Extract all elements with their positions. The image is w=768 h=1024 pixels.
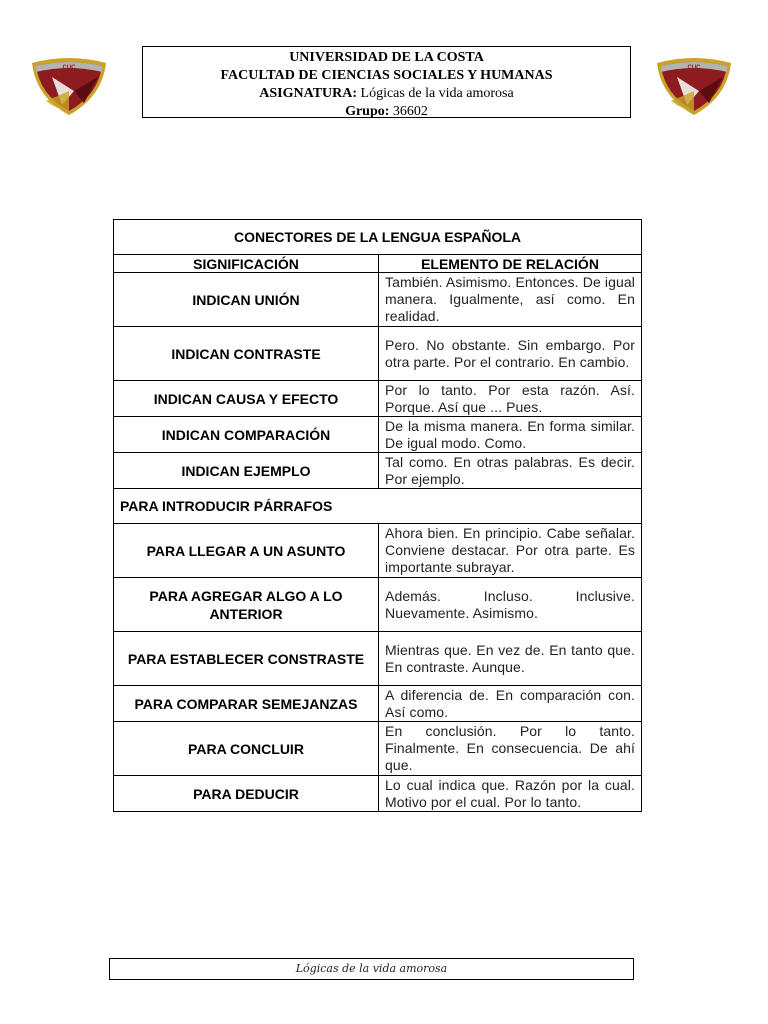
row-label: INDICAN CAUSA Y EFECTO [114,381,379,417]
table-row [114,686,642,722]
page-footer [109,958,634,980]
row-label: PARA COMPARAR SEMEJANZAS [114,686,379,722]
subject-line [143,85,630,103]
group-value: 36602 [392,104,428,119]
row-text: Lo cual indica que. Razón por la cual. Motivo por el cual. Por lo tanto. [379,776,642,812]
column-header-element: ELEMENTO DE RELACIÓN [379,255,642,273]
row-label: INDICAN COMPARACIÓN [114,417,379,453]
faculty-name: FACULTAD DE CIENCIAS SOCIALES Y HUMANAS [220,68,553,83]
row-label: PARA DEDUCIR [114,776,379,812]
row-label: INDICAN UNIÓN [114,273,379,327]
university-logo-left [28,55,110,117]
row-text: Ahora bien. En principio. Cabe señalar. Conviene destacar. Por otra parte. Es importante subrayar. [379,524,642,578]
connectors-table [113,219,642,812]
table-row [114,524,642,578]
row-text: Tal como. En otras palabras. Es decir. Por ejemplo. [379,453,642,489]
row-label: PARA ESTABLECER CONSTRASTE [114,632,379,686]
column-header-meaning: SIGNIFICACIÓN [114,255,379,273]
table-row [114,722,642,776]
footer-text: Lógicas de la vida amorosa [295,962,448,975]
subject-label: ASIGNATURA: [259,86,358,101]
row-text: Pero. No obstante. Sin embargo. Por otra parte. Por el contrario. En cambio. [379,327,642,381]
row-label: INDICAN CONTRASTE [114,327,379,381]
table-row [114,417,642,453]
subject-value: Lógicas de la vida amorosa [360,86,514,101]
table-row [114,632,642,686]
row-label: PARA AGREGAR ALGO A LO ANTERIOR [114,578,379,632]
table-title: CONECTORES DE LA LENGUA ESPAÑOLA [114,220,642,255]
table-row [114,273,642,327]
row-text: En conclusión. Por lo tanto. Finalmente. En consecuencia. De ahí que. [379,722,642,776]
row-label: PARA LLEGAR A UN ASUNTO [114,524,379,578]
university-name: UNIVERSIDAD DE LA COSTA [289,50,484,65]
university-logo-right [653,55,735,117]
table-row [114,327,642,381]
table-row [114,578,642,632]
table-row [114,453,642,489]
table-row [114,381,642,417]
logo-text-left: CUC [62,65,76,71]
group-line [143,103,630,121]
section-heading: PARA INTRODUCIR PÁRRAFOS [114,489,642,524]
document-header [142,46,631,118]
row-text: También. Asimismo. Entonces. De igual manera. Igualmente, así como. En realidad. [379,273,642,327]
row-text: A diferencia de. En comparación con. Así como. [379,686,642,722]
table-row [114,776,642,812]
row-text: Por lo tanto. Por esta razón. Así. Porque. Así que ... Pues. [379,381,642,417]
row-label: INDICAN EJEMPLO [114,453,379,489]
row-text: De la misma manera. En forma similar. De igual modo. Como. [379,417,642,453]
row-text: Mientras que. En vez de. En tanto que. En contraste. Aunque. [379,632,642,686]
row-label: PARA CONCLUIR [114,722,379,776]
logo-text-right: CUC [687,65,701,71]
row-text: Además. Incluso. Inclusive. Nuevamente. Asimismo. [379,578,642,632]
group-label: Grupo: [345,104,390,119]
